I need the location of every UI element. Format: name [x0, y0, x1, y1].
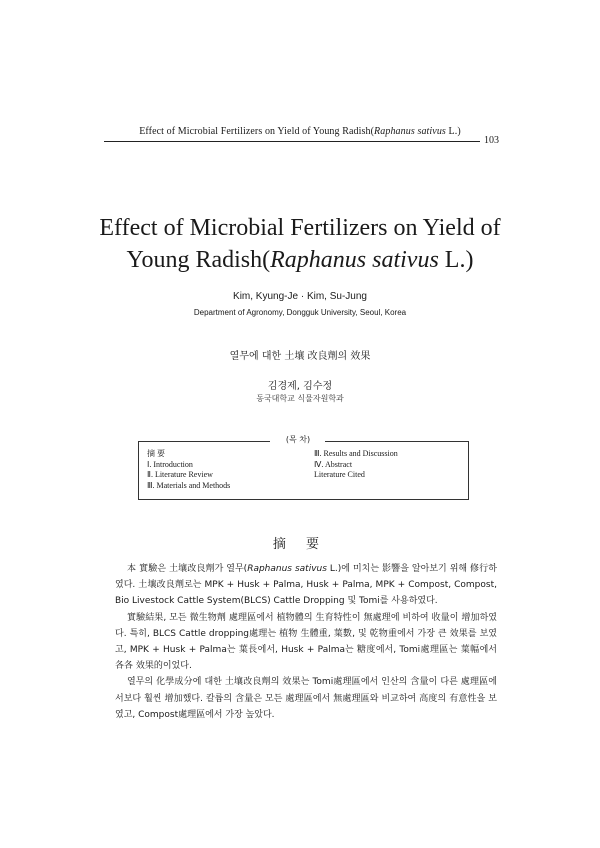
toc-border-right: [325, 441, 468, 442]
toc-item: 摘 要: [147, 449, 165, 458]
korean-title: 열무에 대한 土壤 改良劑의 效果: [229, 351, 371, 362]
toc-item: Literature Cited: [314, 470, 365, 479]
toc-item: Ⅳ. Abstract: [314, 459, 353, 469]
toc-left-column: [147, 449, 230, 491]
title-line-1: Effect of Microbial Fertilizers on Yield of: [99, 215, 501, 241]
korean-authors: 김경제, 김수정: [267, 381, 333, 392]
toc-item: Ⅱ. Literature Review: [147, 470, 213, 479]
running-head: [0, 126, 600, 137]
abstract-body: [115, 561, 497, 723]
authors: Kim, Kyung-Je · Kim, Su-Jung: [233, 291, 367, 302]
running-title-prefix: Effect of Microbial Fertilizers on Yield of Young Radish(: [139, 126, 375, 137]
abstract-paragraph-3: 열무의 化學成分에 대한 土壤改良劑의 效果는 Tomi處理區에서 인산의 含量이 다른 處理區에서보다 훨씬 增加했다. 칼륨의 含量은 모든 處理區에서 無處理區와 비교하여 高度의 有意性을 보였고, Compost處理區에서 가장 높았다.: [115, 677, 497, 720]
title-line-2-prefix: Young Radish(: [126, 247, 271, 273]
table-of-contents: [138, 435, 469, 500]
toc-right-column: [314, 449, 398, 481]
abstract-p1-start: 本 實驗은 土壤改良劑가 열무(: [127, 564, 248, 574]
running-title-suffix: L.): [445, 126, 461, 137]
running-title-species: Raphanus sativus: [374, 126, 446, 137]
toc-item: Ⅲ. Results and Discussion: [314, 449, 398, 458]
page-number: 103: [484, 135, 499, 146]
abstract-heading: 摘 要: [272, 537, 328, 552]
toc-item: Ⅲ. Materials and Methods: [147, 480, 231, 490]
title-line-2: [0, 244, 600, 276]
article-title: [0, 212, 600, 276]
abstract-paragraph-1: [115, 561, 497, 610]
header-rule: [104, 141, 480, 142]
korean-affiliation: 동국대학교 식물자원학과: [256, 394, 344, 403]
toc-border-left: [139, 441, 270, 442]
abstract-paragraph-2: 實驗結果, 모든 微生物劑 處理區에서 植物體의 生育特性이 無處理에 비하여 收量이 增加하였다. 특히, BLCS Cattle dropping處理는 植物 生體重, 葉數, 및 乾物重에서 가장 큰 效果를 보였고, MPK + Husk + Palma는 葉長에서, Husk + Palma는 糖度에서, Tomi處理區는 葉幅에서 各各 效果的이었다.: [115, 612, 497, 672]
title-species: Raphanus sativus: [270, 247, 439, 273]
abstract-p1-end: L.)에 미치는 影響을 알아보기 위해 修行하였다. 土壤改良劑로는 MPK + Husk + Palma, Husk + Palma, MPK + Compost, Compost, Bio Livestock Cattle System(BLCS) Cattle Dropping 및 Tomi를 사용하였다.: [115, 564, 497, 607]
title-line-2-suffix: L.): [438, 247, 474, 273]
abstract-species: Raphanus sativus: [247, 564, 327, 574]
toc-label: (목 차): [272, 434, 324, 445]
affiliation: Department of Agronomy, Dongguk University, Seoul, Korea: [193, 308, 407, 317]
toc-item: Ⅰ. Introduction: [147, 459, 193, 469]
